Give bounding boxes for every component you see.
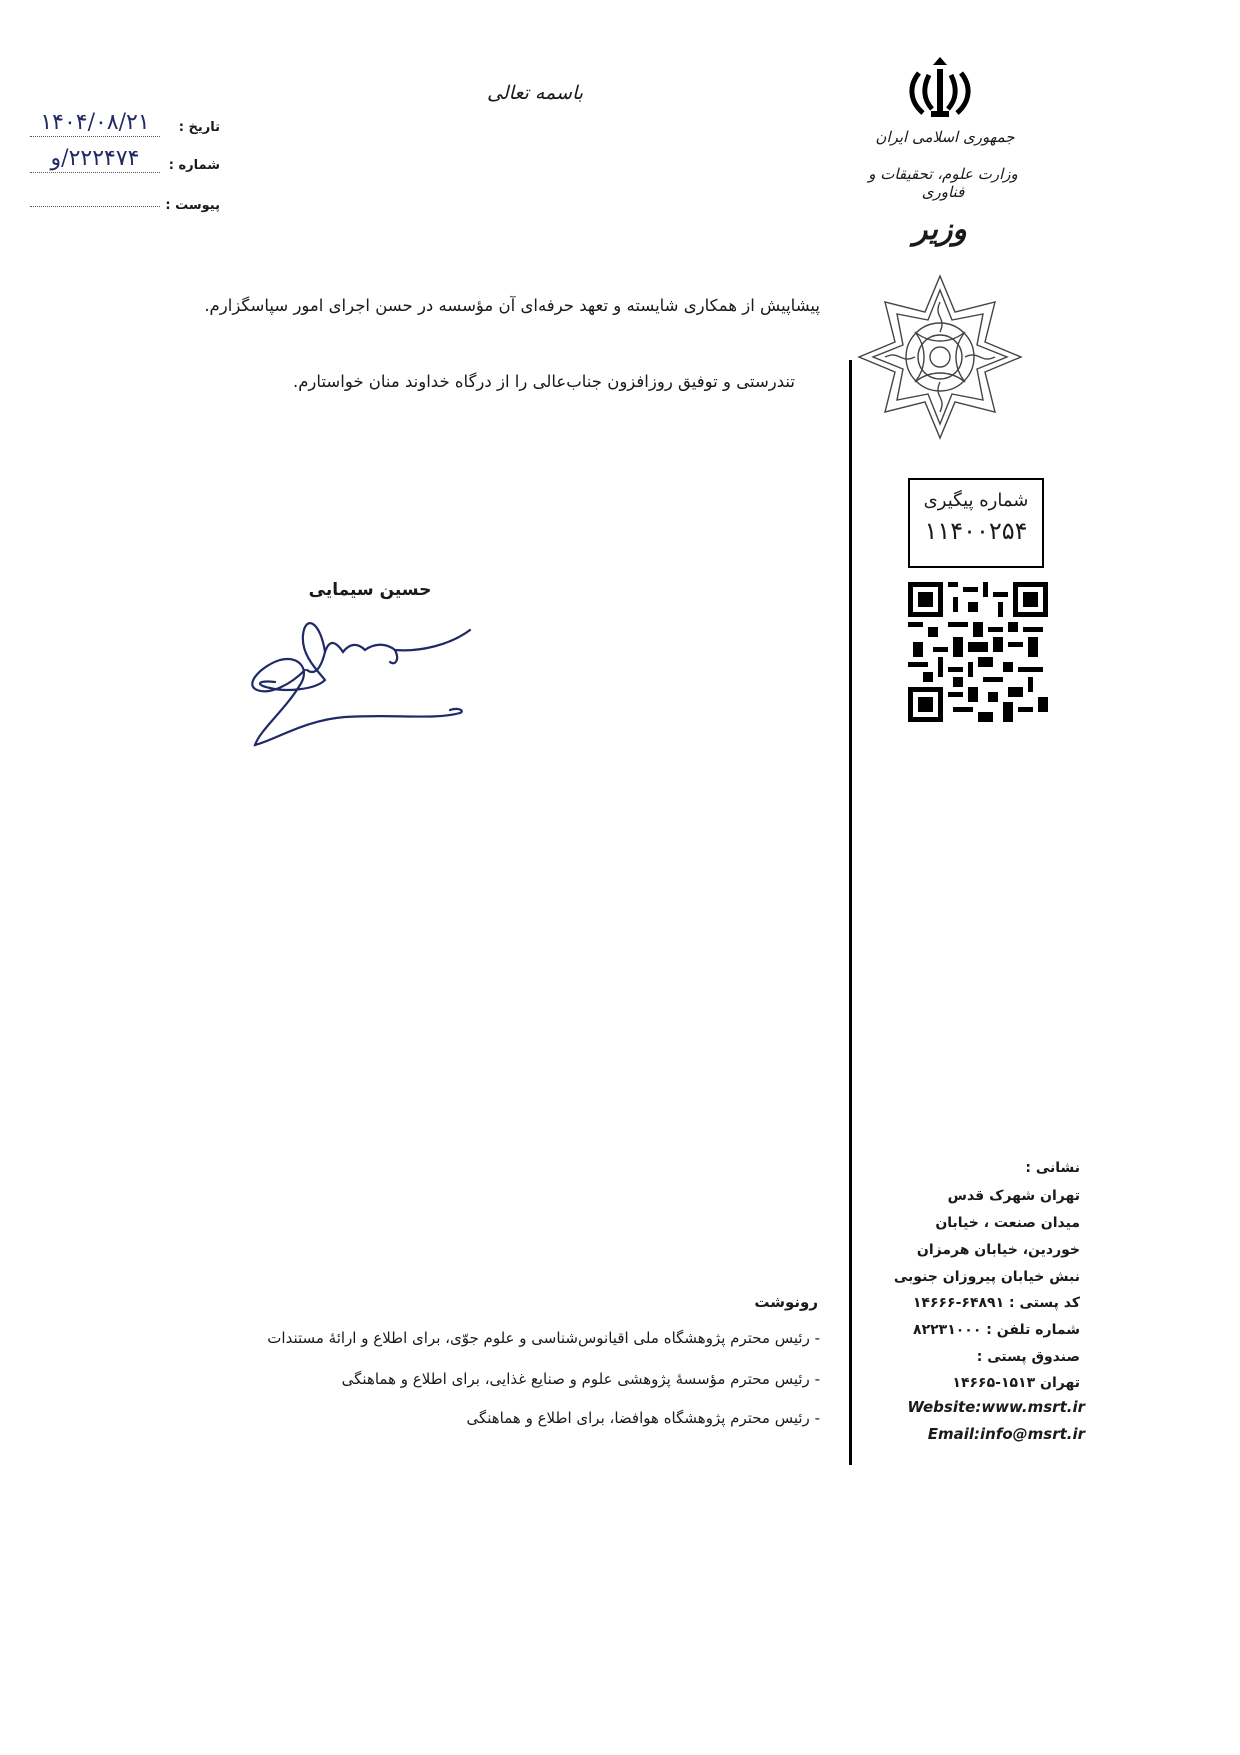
date-value: ۱۴۰۴/۰۸/۲۱ — [40, 110, 150, 135]
tracking-label: شماره پیگیری — [923, 490, 1029, 511]
ministry-text: وزارت علوم، تحقیقات و فناوری — [868, 165, 1018, 201]
number-value: ۲۲۲۴۷۴/و — [50, 146, 140, 171]
attachment-label: پیوست : — [165, 198, 220, 213]
signer-name: حسین سیمایی — [308, 580, 432, 600]
address-line: میدان صنعت ، خیابان — [935, 1215, 1080, 1231]
vertical-divider — [849, 360, 852, 1465]
date-label: تاریخ : — [178, 120, 220, 135]
republic-text: جمهوری اسلامی ایران — [875, 128, 1015, 146]
address-line: تهران شهرک قدس — [947, 1188, 1080, 1204]
iran-emblem-icon — [905, 55, 975, 120]
number-underline — [30, 172, 160, 173]
pobox-value: تهران ۱۵۱۳-۱۴۶۶۵ — [952, 1375, 1080, 1391]
minister-title: وزیر — [913, 212, 967, 247]
postal-code: کد پستی : ۶۴۸۹۱-۱۴۶۶۶ — [912, 1295, 1080, 1311]
body-paragraph-1: پیشاپیش از همکاری شایسته و تعهد حرفه‌ای آن مؤسسه در حسن اجرای امور سپاسگزارم. — [204, 296, 820, 315]
cc-item: - رئیس محترم مؤسسهٔ پژوهشی علوم و صنایع غذایی، برای اطلاع و هماهنگی — [341, 1370, 820, 1388]
tracking-number: ۱۱۴۰۰۲۵۴ — [924, 517, 1028, 545]
cc-item: - رئیس محترم پژوهشگاه هوافضا، برای اطلاع و هماهنگی — [466, 1409, 820, 1427]
address-label: نشانی : — [1025, 1160, 1080, 1176]
email-link[interactable]: Email:info@msrt.ir — [927, 1425, 1085, 1443]
tracking-number-box — [908, 478, 1044, 568]
phone-number: شماره تلفن : ۸۲۲۳۱۰۰۰ — [913, 1322, 1080, 1338]
address-line: خوردین، خیابان هرمزان — [916, 1242, 1080, 1258]
body-paragraph-2: تندرستی و توفیق روزافزون جناب‌عالی را از درگاه خداوند منان خواستارم. — [292, 372, 795, 391]
handwritten-signature — [245, 610, 475, 755]
qr-code-icon — [908, 582, 1048, 722]
attachment-underline — [30, 206, 160, 207]
cc-item: - رئیس محترم پژوهشگاه ملی اقیانوس‌شناسی و علوم جوّی، برای اطلاع و ارائهٔ مستندات — [267, 1329, 820, 1347]
ornament-icon — [855, 272, 1025, 442]
cc-title: رونوشت — [754, 1293, 818, 1311]
number-label: شماره : — [168, 158, 220, 173]
website-link[interactable]: Website:www.msrt.ir — [907, 1398, 1085, 1416]
invocation-text: باسمه تعالی — [486, 82, 584, 104]
address-line: نبش خیابان پیروزان جنوبی — [893, 1269, 1080, 1285]
date-underline — [30, 136, 160, 137]
pobox-label: صندوق پستی : — [976, 1349, 1080, 1365]
